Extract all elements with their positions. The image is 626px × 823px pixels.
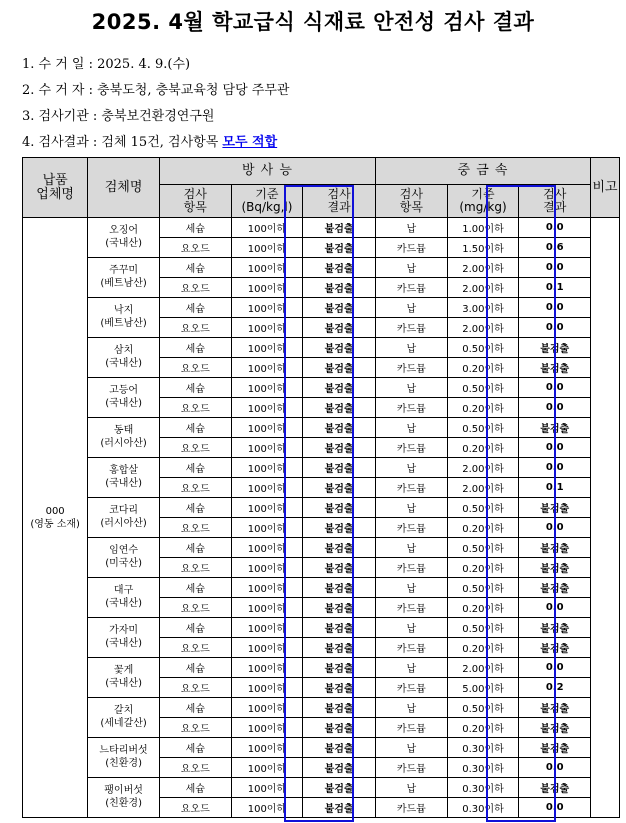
hm-result: 0.0 [519,398,591,418]
rad-item: 세슘 [159,538,231,558]
hm-criterion: 0.30이하 [447,778,519,798]
hm-criterion: 0.20이하 [447,358,519,378]
hm-result: 0.0 [519,258,591,278]
hm-result: 0.1 [519,478,591,498]
rad-result: 불검출 [303,538,376,558]
rad-criterion: 100이하 [231,798,303,818]
rad-item: 요오드 [159,278,231,298]
rad-result: 불검출 [303,738,376,758]
hm-item: 카드뮴 [376,798,448,818]
hm-result: 불검출 [519,558,591,578]
hm-result: 0.6 [519,238,591,258]
hm-result: 불검출 [519,538,591,558]
rad-result: 불검출 [303,318,376,338]
rad-result: 불검출 [303,298,376,318]
remarks-cell [591,218,620,818]
hm-item: 카드뮴 [376,638,448,658]
rad-item: 세슘 [159,258,231,278]
hm-item: 카드뮴 [376,718,448,738]
hm-item: 카드뮴 [376,278,448,298]
header-rad-result: 검사 결과 [303,185,376,218]
rad-item: 세슘 [159,618,231,638]
rad-item: 세슘 [159,458,231,478]
hm-item: 카드뮴 [376,678,448,698]
hm-result: 불검출 [519,618,591,638]
info-test-result [22,131,277,150]
hm-result: 0.0 [519,798,591,818]
hm-item: 납 [376,578,448,598]
header-radiation: 방 사 능 [159,158,375,185]
rad-result: 불검출 [303,218,376,238]
rad-item: 세슘 [159,658,231,678]
hm-item: 납 [376,258,448,278]
rad-item: 요오드 [159,798,231,818]
hm-result: 0.0 [519,658,591,678]
hm-item: 납 [376,298,448,318]
rad-criterion: 100이하 [231,338,303,358]
sample-name: 홍합살 (국내산) [88,458,160,498]
header-remarks: 비고 [591,158,620,218]
hm-result: 불검출 [519,638,591,658]
table-row [23,298,620,318]
rad-result: 불검출 [303,638,376,658]
rad-result: 불검출 [303,258,376,278]
rad-item: 요오드 [159,638,231,658]
table-row [23,738,620,758]
rad-criterion: 100이하 [231,718,303,738]
table-row [23,498,620,518]
sample-name: 팽이버섯 (친환경) [88,778,160,818]
hm-criterion: 0.50이하 [447,578,519,598]
rad-item: 세슘 [159,498,231,518]
hm-item: 카드뮴 [376,478,448,498]
hm-criterion: 0.30이하 [447,798,519,818]
rad-criterion: 100이하 [231,638,303,658]
table-row [23,698,620,718]
hm-result: 불검출 [519,738,591,758]
rad-item: 요오드 [159,358,231,378]
hm-criterion: 0.20이하 [447,558,519,578]
hm-result: 0.2 [519,678,591,698]
rad-item: 요오드 [159,438,231,458]
all-pass-link[interactable]: 모두 적합 [222,135,278,150]
hm-result: 0.0 [519,458,591,478]
hm-item: 납 [376,378,448,398]
hm-item: 카드뮴 [376,238,448,258]
hm-result: 불검출 [519,418,591,438]
hm-criterion: 0.50이하 [447,698,519,718]
hm-item: 카드뮴 [376,558,448,578]
rad-result: 불검출 [303,618,376,638]
rad-result: 불검출 [303,238,376,258]
hm-criterion: 0.20이하 [447,718,519,738]
hm-criterion: 0.50이하 [447,378,519,398]
rad-result: 불검출 [303,418,376,438]
hm-item: 납 [376,418,448,438]
rad-result: 불검출 [303,798,376,818]
supplier-cell: 000 (영동 소재) [23,218,88,818]
sample-name: 낙지 (베트남산) [88,298,160,338]
rad-criterion: 100이하 [231,378,303,398]
hm-criterion: 0.20이하 [447,638,519,658]
hm-criterion: 0.50이하 [447,618,519,638]
sample-name: 가자미 (국내산) [88,618,160,658]
sample-name: 임연수 (미국산) [88,538,160,578]
hm-criterion: 0.20이하 [447,398,519,418]
hm-criterion: 0.50이하 [447,338,519,358]
header-hm-criterion: 기준 (mg/kg) [447,185,519,218]
rad-result: 불검출 [303,658,376,678]
hm-result: 0.0 [519,598,591,618]
rad-result: 불검출 [303,558,376,578]
hm-item: 카드뮴 [376,438,448,458]
header-sample: 검체명 [88,158,160,218]
rad-criterion: 100이하 [231,438,303,458]
page-title: 2025. 4월 학교급식 식재료 안전성 검사 결과 [91,10,535,34]
rad-item: 요오드 [159,678,231,698]
rad-item: 요오드 [159,398,231,418]
hm-item: 카드뮴 [376,358,448,378]
rad-item: 요오드 [159,478,231,498]
hm-result: 불검출 [519,718,591,738]
hm-criterion: 2.00이하 [447,478,519,498]
rad-criterion: 100이하 [231,318,303,338]
header-hm-result: 검사 결과 [519,185,591,218]
hm-criterion: 0.20이하 [447,518,519,538]
hm-result: 0.1 [519,278,591,298]
rad-criterion: 100이하 [231,618,303,638]
rad-criterion: 100이하 [231,758,303,778]
table-row [23,578,620,598]
table-row [23,458,620,478]
rad-item: 세슘 [159,738,231,758]
rad-result: 불검출 [303,498,376,518]
hm-item: 카드뮴 [376,598,448,618]
hm-item: 납 [376,658,448,678]
rad-item: 세슘 [159,298,231,318]
hm-result: 불검출 [519,498,591,518]
table-row [23,418,620,438]
hm-criterion: 2.00이하 [447,318,519,338]
sample-name: 삼치 (국내산) [88,338,160,378]
rad-criterion: 100이하 [231,558,303,578]
rad-criterion: 100이하 [231,698,303,718]
rad-criterion: 100이하 [231,298,303,318]
sample-name: 동태 (러시아산) [88,418,160,458]
rad-item: 세슘 [159,578,231,598]
rad-item: 요오드 [159,518,231,538]
table-row [23,778,620,798]
rad-item: 세슘 [159,698,231,718]
rad-result: 불검출 [303,378,376,398]
hm-item: 납 [376,338,448,358]
hm-item: 납 [376,738,448,758]
rad-criterion: 100이하 [231,598,303,618]
rad-item: 요오드 [159,718,231,738]
rad-criterion: 100이하 [231,418,303,438]
hm-item: 카드뮴 [376,518,448,538]
rad-criterion: 100이하 [231,398,303,418]
hm-criterion: 0.50이하 [447,538,519,558]
sample-name: 대구 (국내산) [88,578,160,618]
hm-result: 0.0 [519,518,591,538]
rad-criterion: 100이하 [231,238,303,258]
rad-result: 불검출 [303,578,376,598]
sample-name: 꽃게 (국내산) [88,658,160,698]
rad-item: 요오드 [159,558,231,578]
info-collection-date: 1. 수 거 일 : 2025. 4. 9.(수) [22,57,191,72]
sample-name: 주꾸미 (베트남산) [88,258,160,298]
hm-criterion: 0.50이하 [447,418,519,438]
hm-criterion: 2.00이하 [447,258,519,278]
rad-result: 불검출 [303,598,376,618]
header-rad-item: 검사 항목 [159,185,231,218]
rad-item: 요오드 [159,238,231,258]
hm-result: 0.0 [519,298,591,318]
rad-result: 불검출 [303,458,376,478]
rad-result: 불검출 [303,678,376,698]
rad-result: 불검출 [303,758,376,778]
rad-result: 불검출 [303,358,376,378]
header-supplier: 납품 업체명 [23,158,88,218]
sample-name: 고등어 (국내산) [88,378,160,418]
hm-item: 카드뮴 [376,318,448,338]
header-heavy-metal: 중 금 속 [376,158,591,185]
info-result-text: 4. 검사결과 : 검체 15건, 검사항목 [22,135,219,150]
hm-result: 불검출 [519,338,591,358]
rad-criterion: 100이하 [231,218,303,238]
table-row [23,258,620,278]
hm-result: 불검출 [519,578,591,598]
hm-item: 납 [376,778,448,798]
rad-criterion: 100이하 [231,538,303,558]
rad-result: 불검출 [303,338,376,358]
sample-name: 코다리 (러시아산) [88,498,160,538]
sample-name: 오징어 (국내산) [88,218,160,258]
hm-result: 0.0 [519,318,591,338]
hm-result: 0.0 [519,438,591,458]
rad-result: 불검출 [303,518,376,538]
rad-criterion: 100이하 [231,258,303,278]
rad-item: 세슘 [159,378,231,398]
rad-result: 불검출 [303,278,376,298]
hm-criterion: 0.20이하 [447,438,519,458]
rad-criterion: 100이하 [231,518,303,538]
rad-item: 세슘 [159,778,231,798]
hm-criterion: 2.00이하 [447,458,519,478]
rad-result: 불검출 [303,398,376,418]
hm-item: 카드뮴 [376,758,448,778]
table-row [23,618,620,638]
hm-criterion: 0.30이하 [447,738,519,758]
rad-criterion: 100이하 [231,578,303,598]
rad-item: 세슘 [159,338,231,358]
info-collector: 2. 수 거 자 : 충북도청, 충북교육청 담당 주무관 [22,83,290,98]
hm-result: 0.0 [519,378,591,398]
hm-criterion: 2.00이하 [447,278,519,298]
rad-result: 불검출 [303,478,376,498]
rad-item: 요오드 [159,758,231,778]
rad-criterion: 100이하 [231,478,303,498]
sample-name: 느타리버섯 (친환경) [88,738,160,778]
header-rad-criterion: 기준 (Bq/kg,l) [231,185,303,218]
hm-criterion: 2.00이하 [447,658,519,678]
rad-item: 요오드 [159,318,231,338]
rad-item: 세슘 [159,218,231,238]
rad-result: 불검출 [303,438,376,458]
hm-item: 카드뮴 [376,398,448,418]
rad-criterion: 100이하 [231,678,303,698]
hm-result: 불검출 [519,358,591,378]
header-hm-item: 검사 항목 [376,185,448,218]
hm-item: 납 [376,698,448,718]
table-row [23,218,620,238]
rad-criterion: 100이하 [231,778,303,798]
hm-result: 불검출 [519,778,591,798]
hm-criterion: 0.20이하 [447,598,519,618]
hm-result: 불검출 [519,698,591,718]
hm-item: 납 [376,538,448,558]
hm-item: 납 [376,218,448,238]
info-test-agency: 3. 검사기관 : 충북보건환경연구원 [22,109,215,124]
sample-name: 갈치 (세네갈산) [88,698,160,738]
rad-result: 불검출 [303,778,376,798]
hm-criterion: 1.00이하 [447,218,519,238]
hm-result: 0.0 [519,218,591,238]
table-row [23,538,620,558]
hm-criterion: 5.00이하 [447,678,519,698]
hm-criterion: 0.30이하 [447,758,519,778]
rad-item: 세슘 [159,418,231,438]
table-row [23,658,620,678]
rad-criterion: 100이하 [231,458,303,478]
rad-criterion: 100이하 [231,498,303,518]
rad-criterion: 100이하 [231,738,303,758]
hm-criterion: 0.50이하 [447,498,519,518]
hm-criterion: 3.00이하 [447,298,519,318]
hm-item: 납 [376,458,448,478]
hm-item: 납 [376,618,448,638]
table-row [23,378,620,398]
rad-result: 불검출 [303,718,376,738]
results-table [22,157,620,818]
hm-item: 납 [376,498,448,518]
rad-criterion: 100이하 [231,278,303,298]
rad-result: 불검출 [303,698,376,718]
rad-criterion: 100이하 [231,358,303,378]
table-row [23,338,620,358]
rad-criterion: 100이하 [231,658,303,678]
hm-criterion: 1.50이하 [447,238,519,258]
hm-result: 0.0 [519,758,591,778]
rad-item: 요오드 [159,598,231,618]
